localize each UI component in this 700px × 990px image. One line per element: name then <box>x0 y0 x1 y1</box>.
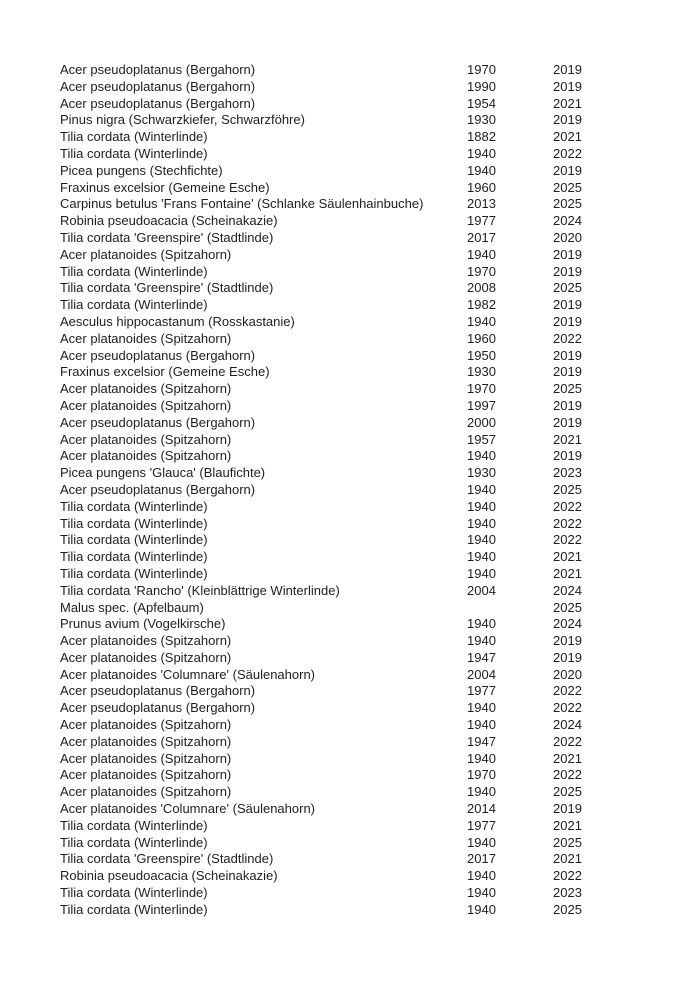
species-cell: Tilia cordata (Winterlinde) <box>60 129 208 145</box>
table-row <box>60 297 613 314</box>
year2-cell: 2019 <box>553 649 582 665</box>
species-cell: Tilia cordata 'Greenspire' (Stadtlinde) <box>60 229 274 245</box>
year2-cell: 2024 <box>553 582 582 598</box>
year2-cell: 2019 <box>553 62 582 77</box>
species-cell: Acer platanoides (Spitzahorn) <box>60 717 232 733</box>
year1-cell: 1940 <box>467 633 496 649</box>
table-row <box>60 448 613 465</box>
table-row <box>60 230 613 247</box>
year1-cell: 1940 <box>467 901 496 917</box>
year2-cell: 2021 <box>553 851 582 867</box>
year1-cell: 1970 <box>467 767 496 783</box>
year1-cell: 1940 <box>467 700 496 716</box>
table-row <box>60 112 613 129</box>
species-cell: Tilia cordata (Winterlinde) <box>60 532 208 548</box>
species-cell: Acer platanoides (Spitzahorn) <box>60 633 232 649</box>
year2-cell: 2021 <box>553 431 582 447</box>
table-row <box>60 129 613 146</box>
table-row <box>60 683 613 700</box>
table-row <box>60 600 613 617</box>
year1-cell: 1960 <box>467 179 496 195</box>
table-row <box>60 767 613 784</box>
year1-cell: 1940 <box>467 717 496 733</box>
table-row <box>60 784 613 801</box>
year2-cell: 2019 <box>553 313 582 329</box>
table-row <box>60 381 613 398</box>
table-row <box>60 247 613 264</box>
year1-cell: 1940 <box>467 565 496 581</box>
table-row <box>60 818 613 835</box>
year1-cell: 2008 <box>467 280 496 296</box>
table-row <box>60 415 613 432</box>
table-row <box>60 163 613 180</box>
table-row <box>60 868 613 885</box>
year1-cell: 1940 <box>467 246 496 262</box>
table-row <box>60 499 613 516</box>
year1-cell: 1940 <box>467 313 496 329</box>
year2-cell: 2019 <box>553 297 582 313</box>
year1-cell: 1957 <box>467 431 496 447</box>
table-row <box>60 314 613 331</box>
year1-cell: 1940 <box>467 750 496 766</box>
species-cell: Aesculus hippocastanum (Rosskastanie) <box>60 313 295 329</box>
table-row <box>60 650 613 667</box>
year2-cell: 2019 <box>553 448 582 464</box>
species-cell: Tilia cordata (Winterlinde) <box>60 885 208 901</box>
year2-cell: 2022 <box>553 330 582 346</box>
table-row <box>60 751 613 768</box>
year2-cell: 2020 <box>553 666 582 682</box>
species-cell: Acer pseudoplatanus (Bergahorn) <box>60 95 256 111</box>
year2-cell: 2019 <box>553 78 582 94</box>
year1-cell: 1977 <box>467 213 496 229</box>
species-cell: Tilia cordata (Winterlinde) <box>60 817 208 833</box>
table-row <box>60 79 613 96</box>
year2-cell: 2020 <box>553 229 582 245</box>
species-cell: Acer pseudoplatanus (Bergahorn) <box>60 78 256 94</box>
year1-cell: 1954 <box>467 95 496 111</box>
year1-cell: 1882 <box>467 129 496 145</box>
year1-cell: 2000 <box>467 414 496 430</box>
year1-cell: 1947 <box>467 649 496 665</box>
species-cell: Acer platanoides (Spitzahorn) <box>60 448 232 464</box>
year2-cell: 2021 <box>553 750 582 766</box>
year1-cell: 1977 <box>467 683 496 699</box>
year2-cell: 2022 <box>553 700 582 716</box>
year1-cell: 2004 <box>467 666 496 682</box>
species-cell: Tilia cordata (Winterlinde) <box>60 297 208 313</box>
year1-cell: 1990 <box>467 78 496 94</box>
species-cell: Tilia cordata 'Rancho' (Kleinblättrige Winterlinde) <box>60 582 340 598</box>
species-cell: Prunus avium (Vogelkirsche) <box>60 616 226 632</box>
species-cell: Acer platanoides 'Columnare' (Säulenahorn) <box>60 666 315 682</box>
year2-cell: 2022 <box>553 145 582 161</box>
year2-cell: 2024 <box>553 616 582 632</box>
species-cell: Acer platanoides (Spitzahorn) <box>60 381 232 397</box>
species-cell: Tilia cordata (Winterlinde) <box>60 145 208 161</box>
table-row <box>60 667 613 684</box>
species-cell: Robinia pseudoacacia (Scheinakazie) <box>60 868 278 884</box>
species-cell: Tilia cordata (Winterlinde) <box>60 565 208 581</box>
table-row <box>60 398 613 415</box>
year1-cell: 1940 <box>467 532 496 548</box>
year2-cell: 2024 <box>553 213 582 229</box>
year2-cell: 2021 <box>553 129 582 145</box>
year1-cell: 1940 <box>467 515 496 531</box>
year1-cell: 1940 <box>467 145 496 161</box>
table-row <box>60 902 613 919</box>
table-row <box>60 717 613 734</box>
year1-cell: 1930 <box>467 465 496 481</box>
year1-cell: 1977 <box>467 817 496 833</box>
table-row <box>60 700 613 717</box>
year2-cell: 2025 <box>553 901 582 917</box>
table-row <box>60 465 613 482</box>
year2-cell: 2022 <box>553 767 582 783</box>
species-cell: Robinia pseudoacacia (Scheinakazie) <box>60 213 278 229</box>
species-cell: Acer pseudoplatanus (Bergahorn) <box>60 347 256 363</box>
species-cell: Acer platanoides (Spitzahorn) <box>60 767 232 783</box>
year1-cell <box>467 600 553 617</box>
year2-cell: 2022 <box>553 498 582 514</box>
year2-cell: 2019 <box>553 347 582 363</box>
year1-cell: 2004 <box>467 582 496 598</box>
year1-cell: 1930 <box>467 112 496 128</box>
year2-cell: 2023 <box>553 465 582 481</box>
species-cell: Fraxinus excelsior (Gemeine Esche) <box>60 364 270 380</box>
year2-cell: 2019 <box>553 633 582 649</box>
species-cell: Tilia cordata 'Greenspire' (Stadtlinde) <box>60 851 274 867</box>
year2-cell: 2022 <box>553 515 582 531</box>
table-row <box>60 264 613 281</box>
species-cell: Acer platanoides (Spitzahorn) <box>60 246 232 262</box>
table-row <box>60 280 613 297</box>
species-cell: Acer pseudoplatanus (Bergahorn) <box>60 62 256 77</box>
species-cell: Acer platanoides (Spitzahorn) <box>60 733 232 749</box>
species-cell: Carpinus betulus 'Frans Fontaine' (Schlanke Säulenhainbuche) <box>60 196 424 212</box>
year2-cell: 2019 <box>553 263 582 279</box>
year1-cell: 1930 <box>467 364 496 380</box>
year1-cell: 1940 <box>467 885 496 901</box>
table-row <box>60 583 613 600</box>
table-row <box>60 62 613 79</box>
table-row <box>60 566 613 583</box>
year2-cell: 2022 <box>553 733 582 749</box>
species-cell: Acer pseudoplatanus (Bergahorn) <box>60 414 256 430</box>
year1-cell: 1940 <box>467 498 496 514</box>
year2-cell: 2019 <box>553 397 582 413</box>
year2-cell: 2023 <box>553 885 582 901</box>
year2-cell: 2022 <box>553 683 582 699</box>
species-cell: Malus spec. (Apfelbaum) <box>60 599 204 615</box>
table-row <box>60 96 613 113</box>
year2-cell: 2019 <box>553 112 582 128</box>
species-cell: Acer platanoides (Spitzahorn) <box>60 397 232 413</box>
species-cell: Acer platanoides (Spitzahorn) <box>60 330 232 346</box>
year2-cell: 2019 <box>553 414 582 430</box>
year1-cell: 1970 <box>467 381 496 397</box>
year2-cell: 2022 <box>553 532 582 548</box>
species-cell: Tilia cordata 'Greenspire' (Stadtlinde) <box>60 280 274 296</box>
year2-cell: 2019 <box>553 246 582 262</box>
species-cell: Tilia cordata (Winterlinde) <box>60 263 208 279</box>
year1-cell: 1940 <box>467 834 496 850</box>
table-row <box>60 482 613 499</box>
year1-cell: 1970 <box>467 62 496 77</box>
year1-cell: 1940 <box>467 481 496 497</box>
year2-cell: 2025 <box>553 179 582 195</box>
year2-cell: 2025 <box>553 280 582 296</box>
year1-cell: 1940 <box>467 784 496 800</box>
year2-cell: 2025 <box>553 481 582 497</box>
year1-cell: 1982 <box>467 297 496 313</box>
year1-cell: 1940 <box>467 448 496 464</box>
species-cell: Pinus nigra (Schwarzkiefer, Schwarzföhre) <box>60 112 305 128</box>
species-cell: Acer pseudoplatanus (Bergahorn) <box>60 700 256 716</box>
species-cell: Acer pseudoplatanus (Bergahorn) <box>60 481 256 497</box>
species-cell: Tilia cordata (Winterlinde) <box>60 901 208 917</box>
year1-cell: 1970 <box>467 263 496 279</box>
table-row <box>60 432 613 449</box>
year1-cell: 1960 <box>467 330 496 346</box>
table-row <box>60 180 613 197</box>
table-row <box>60 851 613 868</box>
table-row <box>60 885 613 902</box>
table-row <box>60 616 613 633</box>
species-cell: Acer platanoides 'Columnare' (Säulenahorn) <box>60 801 315 817</box>
year2-cell: 2021 <box>553 817 582 833</box>
species-cell: Acer platanoides (Spitzahorn) <box>60 784 232 800</box>
year2-cell: 2021 <box>553 565 582 581</box>
tree-species-table <box>60 62 613 919</box>
year2-cell: 2019 <box>553 364 582 380</box>
species-cell: Tilia cordata (Winterlinde) <box>60 515 208 531</box>
table-row <box>60 213 613 230</box>
species-cell: Acer platanoides (Spitzahorn) <box>60 649 232 665</box>
species-cell: Tilia cordata (Winterlinde) <box>60 549 208 565</box>
species-cell: Acer pseudoplatanus (Bergahorn) <box>60 683 256 699</box>
year2-cell: 2025 <box>553 784 582 800</box>
year1-cell: 1997 <box>467 397 496 413</box>
table-row <box>60 146 613 163</box>
year1-cell: 2014 <box>467 801 496 817</box>
year1-cell: 1940 <box>467 616 496 632</box>
year2-cell: 2025 <box>553 834 582 850</box>
species-cell: Acer platanoides (Spitzahorn) <box>60 431 232 447</box>
year1-cell: 1940 <box>467 549 496 565</box>
year1-cell: 1940 <box>467 162 496 178</box>
year2-cell: 2025 <box>553 381 582 397</box>
year1-cell: 1947 <box>467 733 496 749</box>
table-row <box>60 532 613 549</box>
table-row <box>60 835 613 852</box>
year1-cell: 1950 <box>467 347 496 363</box>
table-row <box>60 633 613 650</box>
year1-cell: 2017 <box>467 851 496 867</box>
species-cell: Picea pungens (Stechfichte) <box>60 162 223 178</box>
table-row <box>60 331 613 348</box>
species-cell: Picea pungens 'Glauca' (Blaufichte) <box>60 465 266 481</box>
table-row <box>60 549 613 566</box>
year1-cell: 2017 <box>467 229 496 245</box>
species-cell: Tilia cordata (Winterlinde) <box>60 834 208 850</box>
year2-cell: 2024 <box>553 717 582 733</box>
species-cell: Acer platanoides (Spitzahorn) <box>60 750 232 766</box>
year2-cell: 2019 <box>553 801 582 817</box>
table-row <box>60 364 613 381</box>
table-row <box>60 196 613 213</box>
species-cell: Tilia cordata (Winterlinde) <box>60 498 208 514</box>
table-row <box>60 801 613 818</box>
year2-cell: 2022 <box>553 868 582 884</box>
table-row <box>60 348 613 365</box>
year2-cell: 2025 <box>553 196 582 212</box>
year2-cell: 2021 <box>553 95 582 111</box>
year1-cell: 1940 <box>467 868 496 884</box>
species-cell: Fraxinus excelsior (Gemeine Esche) <box>60 179 270 195</box>
year2-cell: 2021 <box>553 549 582 565</box>
year2-cell: 2025 <box>553 599 582 615</box>
table-row <box>60 734 613 751</box>
year2-cell: 2019 <box>553 162 582 178</box>
table-row <box>60 516 613 533</box>
year1-cell: 2013 <box>467 196 496 212</box>
